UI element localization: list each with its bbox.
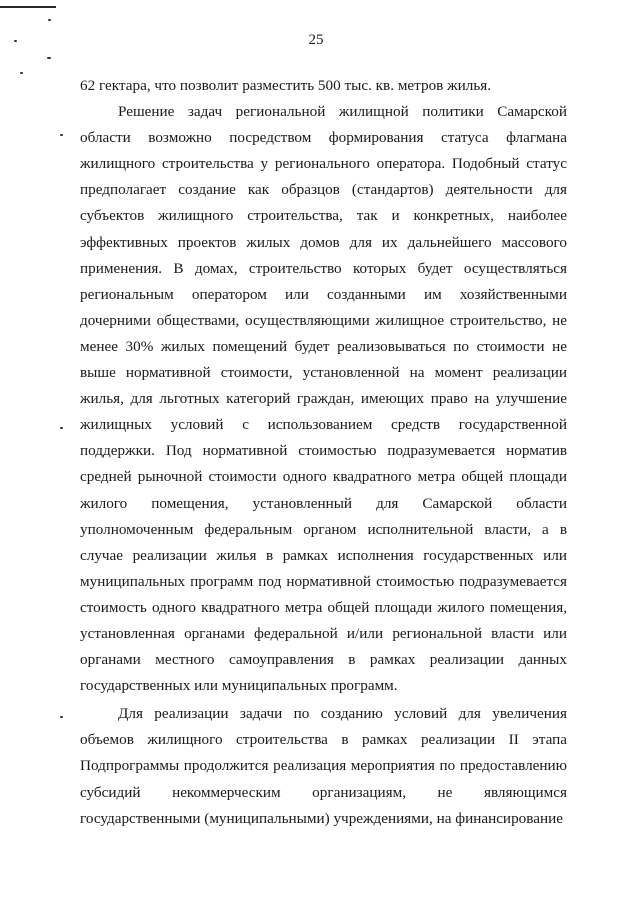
scan-artifact-speck — [60, 427, 63, 429]
scan-artifact-speck — [60, 134, 63, 136]
paragraph-subsidies: Для реализации задачи по созданию условий для увеличения объемов жилищного строительства в рамках реализации II этапа Подпрограммы продолжится реализация мероприятия по предоставлению субсидий некоммерческим организациям, не являющимся государственными (муниципальными) учреждениями, на финансирование — [80, 705, 567, 827]
scan-artifact-speck — [20, 72, 23, 74]
paragraph-regional-operator: Решение задач региональной жилищной политики Самарской области возможно посредством формирования статуса флагмана жилищного строительства у регионального оператора. Подобный статус предполагает создание как образцов (стандартов) деятельности для субъектов жилищного строительства, так и конкретных, наиболее эффективных проектов жилых домов для их дальнейшего массового применения. В домах, строительство которых будет осуществляться региональным оператором или созданными им хозяйственными дочерними обществами, осуществляющими жилищное строительство, не менее 30% жилых помещений будет реализовываться по стоимости не выше нормативной стоимости, установленной на момент реализации жилья, для льготных категорий граждан, имеющих право на улучшение жилищных условий с использованием средств государственной поддержки. Под нормативной стоимостью подразумевается норматив средней рыночной стоимости одного квадратного метра общей площади жилого помещения, установленный для Самарской области уполномоченным федеральным органом исполнительной власти, а в случае реализации жилья в рамках исполнения государственных или муниципальных программ под нормативной стоимостью подразумевается стоимость одного квадратного метра общей площади жилого помещения, установленная органами федеральной и/или региональной власти или органами местного самоуправления в рамках реализации данных государственных или муниципальных программ. — [80, 103, 567, 695]
document-body — [80, 73, 567, 832]
scan-artifact-speck — [60, 716, 63, 718]
scan-artifact-speck — [48, 19, 51, 21]
scan-artifact-speck — [47, 57, 51, 59]
page-number: 25 — [308, 32, 324, 48]
scan-artifact-line — [0, 6, 56, 8]
paragraph-continuation: 62 гектара, что позволит разместить 500 тыс. кв. метров жилья. — [80, 77, 492, 94]
